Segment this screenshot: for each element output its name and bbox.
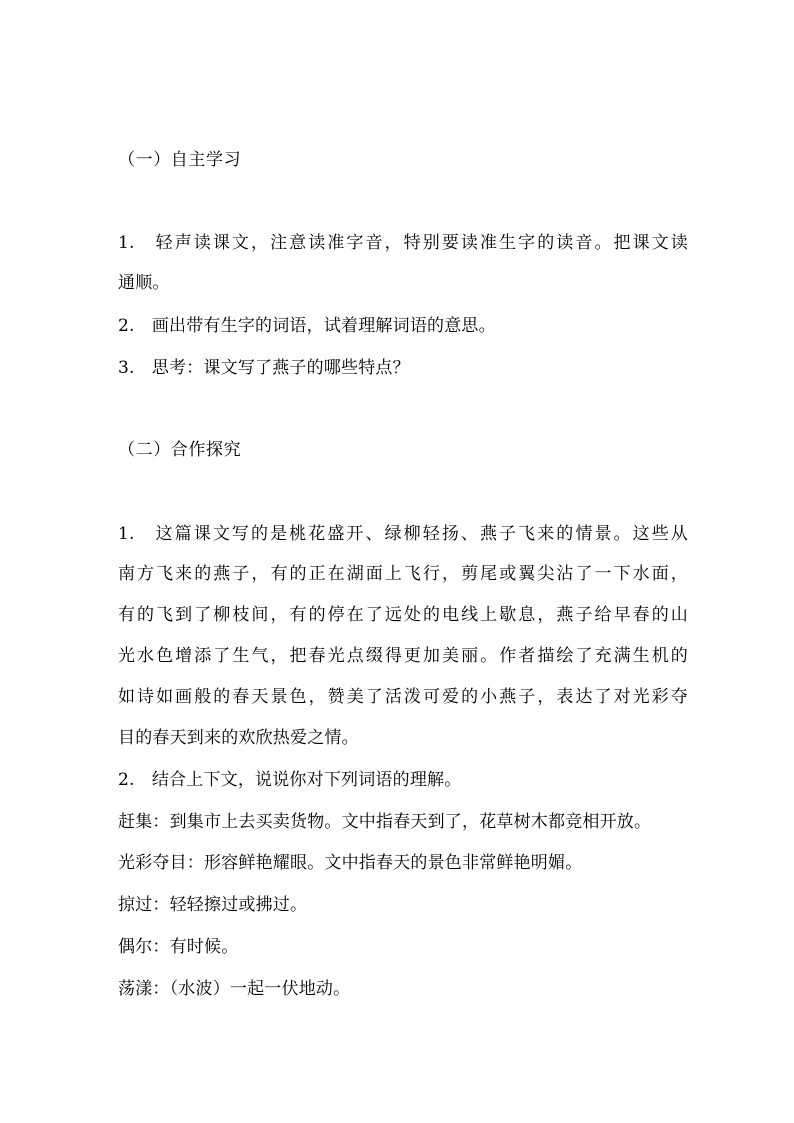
definition-line: 偶尔：有时候。 [118,937,239,957]
section-heading-self-study: （一）自主学习 [118,150,242,170]
paragraph-line: 南方飞来的燕子，有的正在湖面上飞行，剪尾或翼尖沾了一下水面， [118,564,688,584]
paragraph-line: 1. 这篇课文写的是桃花盛开、绿柳轻扬、燕子飞来的情景。这些从 [118,524,688,544]
definition-line: 赶集：到集市上去买卖货物。文中指春天到了，花草树木都竞相开放。 [118,812,652,832]
paragraph-line: 目的春天到来的欢欣热爱之情。 [118,728,359,748]
definition-line: 掠过：轻轻擦过或拂过。 [118,895,308,915]
section-heading-cooperative-inquiry: （二）合作探究 [118,440,242,460]
definition-line: 荡漾：（水波）一起一伏地动。 [118,979,351,999]
list-item-3: 3. 思考：课文写了燕子的哪些特点？ [118,358,410,378]
definition-line: 光彩夺目：形容鲜艳耀眼。文中指春天的景色非常鲜艳明媚。 [118,853,583,873]
list-item-1-line-2: 通顺。 [118,273,170,293]
paragraph-line: 光水色增添了生气，把春光点缀得更加美丽。作者描绘了充满生机的 [118,646,688,666]
list-item-1-line-1: 1. 轻声读课文，注意读准字音，特别要读准生字的读音。把课文读 [118,233,688,253]
list-item-2-prompt: 2. 结合上下文，说说你对下列词语的理解。 [118,770,462,790]
list-item-2: 2. 画出带有生字的词语，试着理解词语的意思。 [118,316,496,336]
paragraph-line: 如诗如画般的春天景色，赞美了活泼可爱的小燕子，表达了对光彩夺 [118,687,688,707]
paragraph-line: 有的飞到了柳枝间，有的停在了远处的电线上歇息，燕子给早春的山 [118,605,688,625]
